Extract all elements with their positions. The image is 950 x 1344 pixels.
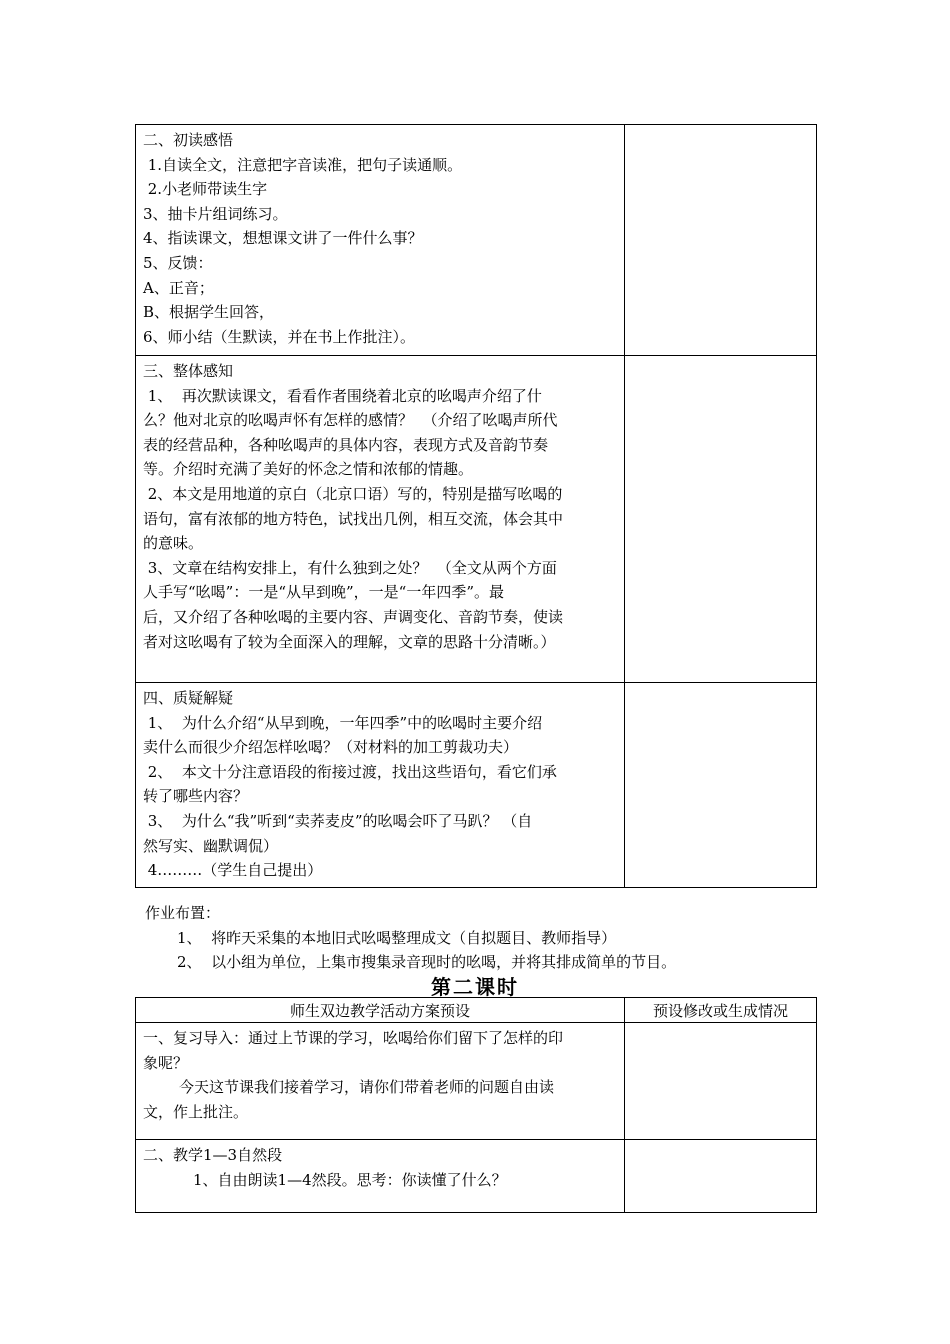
notes-cell (625, 683, 817, 888)
table-row (136, 683, 817, 888)
text-line: 后，又介绍了各种吆喝的主要内容、声调变化、音韵节奏，使读 (143, 607, 564, 626)
text-line: 2、 本文十分注意语段的衔接过渡，找出这些语句，看它们承 (143, 762, 557, 781)
homework-item: 1、 将昨天采集的本地旧式吆喝整理成文（自拟题目、教师指导） (177, 928, 617, 947)
text-line: 象呢？ (143, 1053, 189, 1072)
activity-cell (136, 125, 625, 356)
lesson-title: 第二课时 (431, 975, 519, 999)
activity-cell (136, 1140, 625, 1213)
activity-cell (136, 1023, 625, 1140)
notes-cell (625, 1023, 817, 1140)
table-row (136, 356, 817, 683)
section-heading: 四、质疑解疑 (143, 689, 234, 707)
text-line: 然写实、幽默调侃） (143, 836, 279, 855)
table-header-row (136, 998, 817, 1023)
column-header: 师生双边教学活动方案预设 (136, 998, 625, 1023)
text-line: 2.小老师带读生字 (143, 180, 268, 199)
text-line: 4………（学生自己提出） (143, 861, 323, 880)
text-line: 的意味。 (143, 534, 204, 553)
table-row (136, 125, 817, 356)
text-line: 3、抽卡片组词练习。 (143, 204, 288, 223)
notes-cell (625, 356, 817, 683)
text-line: 语句，富有浓郁的地方特色，试找出几例，相互交流，体会其中 (143, 509, 564, 528)
lesson-plan-table-1 (135, 124, 817, 888)
section-heading: 三、整体感知 (143, 362, 234, 380)
lesson-plan-table-2 (135, 997, 817, 1213)
text-line: 3、 为什么“我”听到“卖荞麦皮”的吆喝会吓了马趴？ （自 (143, 811, 533, 830)
homework-title: 作业布置： (145, 904, 221, 922)
section-heading: 二、教学1—3自然段 (143, 1146, 283, 1164)
text-line: 1、 为什么介绍“从早到晚，一年四季”中的吆喝时主要介绍 (143, 713, 543, 732)
text-line: A、正音； (143, 278, 214, 297)
text-line: 转了哪些内容？ (143, 787, 249, 806)
text-line: B、根据学生回答， (143, 303, 275, 322)
text-line: 文，作上批注。 (143, 1102, 249, 1121)
text-line: 等。介绍时充满了美好的怀念之情和浓郁的情趣。 (143, 460, 474, 479)
column-header: 预设修改或生成情况 (625, 998, 817, 1023)
activity-cell (136, 356, 625, 683)
text-line: 1.自读全文，注意把字音读准，把句子读通顺。 (143, 155, 463, 174)
text-line: 4、指读课文，想想课文讲了一件什么事？ (143, 229, 423, 248)
activity-cell (136, 683, 625, 888)
text-line: 今天这节课我们接着学习，请你们带着老师的问题自由读 (179, 1078, 555, 1097)
text-line: 5、反馈： (143, 253, 213, 272)
text-line: 表的经营品种，各种吆喝声的具体内容，表现方式及音韵节奏 (143, 435, 549, 454)
table-row (136, 1140, 817, 1213)
homework-item: 2、 以小组为单位，上集市搜集录音现时的吆喝，并将其排成简单的节目。 (177, 953, 677, 971)
notes-cell (625, 125, 817, 356)
text-line: 么？他对北京的吆喝声怀有怎样的感情？ （介绍了吆喝声所代 (143, 411, 558, 430)
text-line: 6、师小结（生默读，并在书上作批注）。 (143, 327, 416, 346)
section-heading: 二、初读感悟 (143, 131, 234, 149)
text-line: 2、本文是用地道的京白（北京口语）写的，特别是描写吆喝的 (143, 484, 563, 503)
text-line: 卖什么而很少介绍怎样吆喝？（对材料的加工剪裁功夫） (143, 738, 519, 757)
table-row (136, 1023, 817, 1140)
text-line: 1、自由朗读1—4然段。思考：你读懂了什么？ (193, 1170, 507, 1189)
text-line: 3、文章在结构安排上，有什么独到之处？ （全文从两个方面 (143, 558, 557, 577)
notes-cell (625, 1140, 817, 1213)
text-line: 者对这吆喝有了较为全面深入的理解，文章的思路十分清晰。） (143, 632, 556, 651)
text-line: 1、 再次默读课文，看看作者围绕着北京的吆喝声介绍了什 (143, 386, 542, 405)
homework-section (145, 901, 676, 975)
section-heading: 一、复习导入：通过上节课的学习，吆喝给你们留下了怎样的印 (143, 1029, 564, 1047)
text-line: 人手写“吆喝”：一是“从早到晚”，一是“一年四季”。最 (143, 583, 505, 602)
